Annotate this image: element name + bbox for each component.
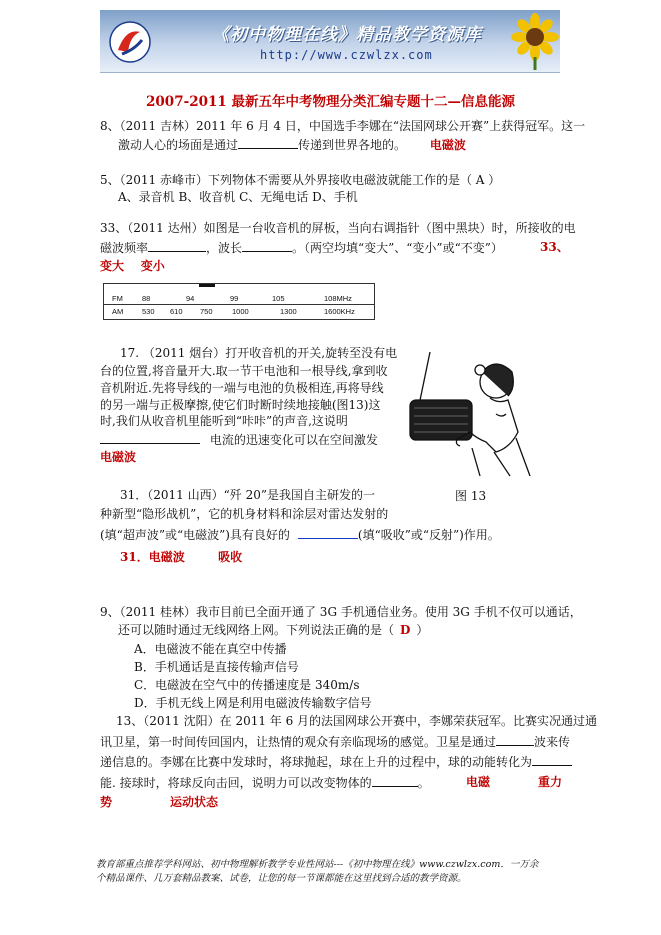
q8-line2: [118, 136, 466, 153]
footer-line1: 教育部重点推荐学科网站、初中物理解析教学专业性网站---《初中物理在线》www.czwlzx.com．一万余: [96, 859, 539, 870]
q33-line2c: 。（两空均填“变大”、“变小”或“不变”）: [292, 241, 503, 255]
q31-line3: [100, 526, 500, 543]
q9-line2-text: 还可以随时通过无线网络上网。下列说法正确的是（: [118, 623, 395, 637]
am-tick: 750: [200, 307, 213, 316]
q33-answer: 变大 变小: [100, 259, 165, 273]
q13-line3a: 递信息的。李娜在比赛中发球时，将球抛起，球在上升的过程中，球的动能转化为: [100, 755, 533, 769]
banner-url: http://www.czwlzx.com: [260, 48, 433, 62]
q8-line2b: 传递到世界各地的。: [298, 138, 407, 152]
q13-blank-3: [372, 774, 418, 787]
am-tick: 1600KHz: [324, 307, 355, 316]
fig13-caption: 图 13: [455, 489, 487, 503]
q33-line2b: ，波长: [206, 241, 243, 255]
fm-tick: 88: [142, 294, 151, 303]
q33-answer-num: 33、: [540, 240, 569, 254]
header-banner: [100, 10, 560, 73]
q33-line2a: 磁波频率: [100, 241, 149, 255]
q33-blank-2: [242, 239, 292, 252]
q31-answer: 31．电磁波 吸收: [120, 550, 243, 564]
fm-tick: 108MHz: [324, 294, 352, 303]
footer: [96, 858, 538, 886]
q9-option: B．手机通话是直接传输声信号: [134, 660, 299, 674]
q8-line2a: 激动人心的场面是通过: [118, 138, 239, 152]
q31-line3a: (填“超声波”或“电磁波”)具有良好的: [100, 528, 290, 542]
q8-answer: 电磁波: [429, 138, 466, 152]
am-tick: 1000: [232, 307, 249, 316]
q17-line6-text: 电流的迅速变化可以在空间激发: [209, 433, 378, 447]
q13-answer-b: 重力: [538, 775, 563, 789]
q13-blank-1: [496, 733, 534, 746]
footer-line2: 个精品课件、几万套精品教案、试卷，让您的每一节课都能在这里找到合适的教学资源。: [96, 873, 467, 884]
q31-line3b: (填“吸收”或“反射”)作用。: [357, 528, 500, 542]
q8-blank: [238, 136, 298, 149]
q33-blank-1: [148, 239, 206, 252]
q9-line2: [118, 622, 428, 638]
q17-line2: 台的位置,将音量开大.取一节干电池和一根导线,拿到收: [100, 364, 388, 378]
q13-line2: [100, 733, 570, 750]
dial-pointer: [199, 284, 215, 287]
q13-line1: 13、（2011 沈阳）在 2011 年 6 月的法国网球公开赛中，李娜荣获冠军。比赛实况通过通: [116, 714, 598, 728]
am-tick: 530: [142, 307, 155, 316]
site-logo-icon: [108, 20, 152, 64]
q13-line3: [100, 753, 572, 770]
q8-line1: 8、（2011 吉林）2011 年 6 月 4 日，中国选手李娜在“法国网球公开赛”上获得冠军。这一: [100, 119, 586, 133]
fm-tick: 94: [186, 294, 195, 303]
q17-blank: [100, 431, 200, 444]
q13-line2a: 讯卫星，第一时间传回国内，让热情的观众有亲临现场的感觉。卫星是通过: [100, 735, 497, 749]
q13-answer-c: 势: [100, 795, 113, 809]
q17-line5: 时,我们从收音机里能听到“咔咔”的声音,这说明: [100, 414, 348, 428]
q33-line2: [100, 239, 503, 256]
am-tick: 1300: [280, 307, 297, 316]
q13-answer-d: 运动状态: [170, 795, 219, 809]
q33-line1: 33、（2011 达州）如图是一台收音机的屏板，当向右调指针（图中黑块）时，所接收的电: [100, 221, 576, 235]
q13-line4: [100, 774, 430, 791]
q31-line1: 31．（2011 山西）“歼 20”是我国自主研发的一: [120, 488, 375, 502]
sunflower-icon: [510, 12, 560, 70]
fm-tick: 105: [272, 294, 285, 303]
q9-option: C．电磁波在空气中的传播速度是 340m/s: [134, 678, 360, 692]
q9-option: D．手机无线上网是利用电磁波传输数字信号: [134, 696, 372, 710]
q13-line4b: 。: [417, 776, 430, 790]
q31-blank: [298, 526, 358, 539]
radio-dial-figure: [103, 283, 375, 320]
am-tick: 610: [170, 307, 183, 316]
q13-line4a: 能. 接球时，将球反向击回，说明力可以改变物体的: [100, 776, 372, 790]
q5-options: A、录音机 B、收音机 C、无绳电话 D、手机: [118, 190, 358, 204]
q17-line3: 音机附近.先将导线的一端与电池的负极相连,再将导线: [100, 381, 384, 395]
page-title: 2007-2011 最新五年中考物理分类汇编专题十二—信息能源: [146, 94, 515, 110]
q9-answer: D: [400, 623, 411, 637]
q17-line1: 17. （2011 烟台）打开收音机的开关,旋转至没有电: [120, 346, 398, 360]
dial-divider: [104, 304, 374, 305]
q9-line2-end: ）: [416, 623, 429, 637]
fm-tick: 99: [230, 294, 239, 303]
q13-line2b: 波来传: [534, 735, 571, 749]
q9-option: A．电磁波不能在真空中传播: [134, 642, 287, 656]
q9-line1: 9、（2011 桂林）我市目前已全面开通了 3G 手机通信业务。使用 3G 手机不仅可以通话，: [100, 605, 582, 619]
q17-line4: 的另一端与正极摩擦,使它们时断时续地接触(图13)这: [100, 398, 381, 412]
girl-with-radio-figure: [400, 348, 535, 478]
q17-line6: [100, 431, 378, 448]
am-label: AM: [112, 307, 124, 316]
q31-line2: 种新型“隐形战机”，它的机身材料和涂层对雷达发射的: [100, 507, 389, 521]
q5-line1: 5、（2011 赤峰市）下列物体不需要从外界接收电磁波就能工作的是（ A ）: [100, 173, 501, 187]
q13-blank-2: [532, 753, 572, 766]
q17-answer: 电磁波: [100, 450, 137, 464]
fm-label: FM: [112, 294, 123, 303]
banner-title: 《初中物理在线》精品教学资源库: [212, 25, 482, 45]
q13-answer-a: 电磁: [466, 775, 491, 789]
